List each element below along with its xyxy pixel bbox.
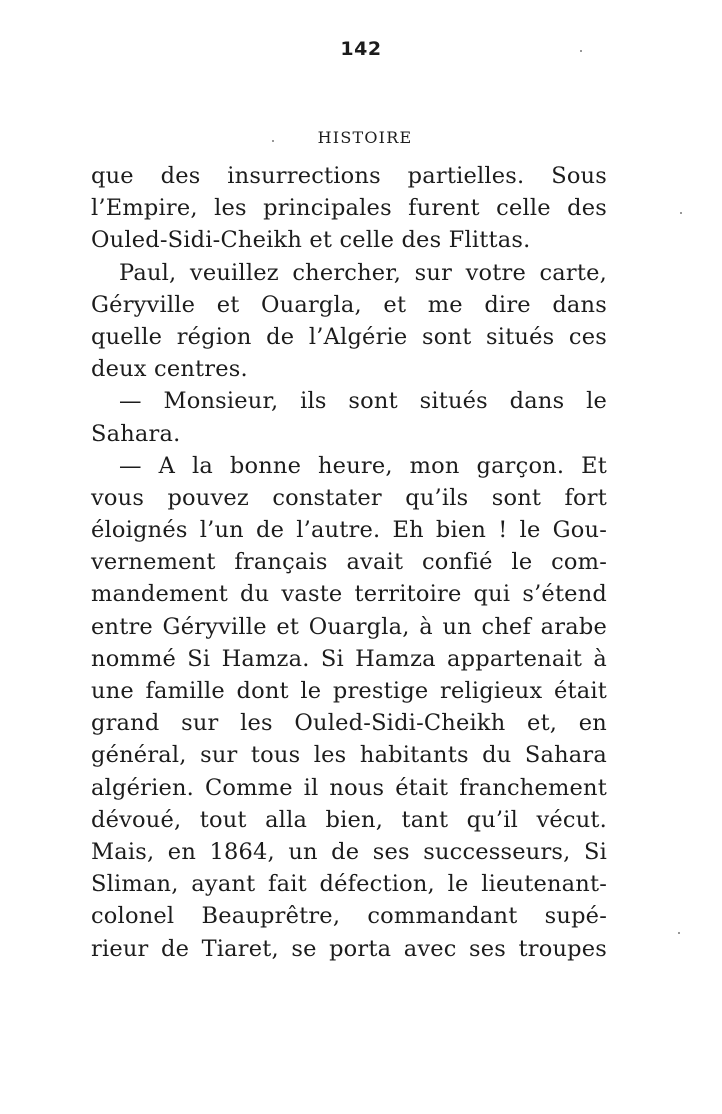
- text-line: dévoué, tout alla bien, tant qu’il vécut.: [91, 806, 607, 833]
- text-line: mandement du vaste territoire qui s’étend: [91, 581, 607, 608]
- text-line: que des insurrections partielles. Sous: [91, 163, 607, 189]
- text-line: Géryville et Ouargla, et me dire dans: [91, 291, 607, 318]
- text-line: une famille dont le prestige religieux était: [91, 678, 607, 704]
- print-speck: [580, 50, 582, 52]
- text-line: entre Géryville et Ouargla, à un chef arabe: [91, 613, 607, 640]
- text-line: Mais, en 1864, un de ses successeurs, Si: [91, 838, 607, 865]
- text-line: colonel Beauprêtre, commandant supé-: [91, 903, 607, 930]
- text-line: vous pouvez constater qu’ils sont fort: [91, 484, 607, 511]
- text-line: nommé Si Hamza. Si Hamza appartenait à: [91, 645, 607, 672]
- text-line: Paul, veuillez chercher, sur votre carte,: [119, 259, 607, 286]
- text-line: algérien. Comme il nous était franchement: [91, 774, 607, 801]
- text-line: Ouled-Sidi-Cheikh et celle des Flittas.: [91, 227, 531, 254]
- page-number: 142: [340, 38, 382, 60]
- print-speck: [680, 212, 682, 214]
- print-speck: [678, 932, 680, 934]
- text-line: — A la bonne heure, mon garçon. Et: [119, 452, 607, 479]
- text-line: l’Empire, les principales furent celle des: [91, 195, 607, 222]
- text-line: Sahara.: [91, 420, 181, 447]
- running-head: HISTOIRE: [317, 128, 413, 147]
- text-line: grand sur les Ouled-Sidi-Cheikh et, en: [91, 710, 607, 737]
- text-line: — Monsieur, ils sont situés dans le: [119, 388, 607, 415]
- print-speck: [272, 140, 274, 142]
- body-text: [91, 160, 607, 965]
- text-line: général, sur tous les habitants du Sahara: [91, 742, 607, 769]
- text-line: éloignés l’un de l’autre. Eh bien ! le Gou-: [91, 517, 607, 544]
- text-line: vernement français avait confié le com-: [91, 549, 607, 576]
- text-line: rieur de Tiaret, se porta avec ses troupes: [91, 935, 607, 962]
- text-line: quelle région de l’Algérie sont situés ces: [91, 323, 607, 350]
- text-line: Sliman, ayant fait défection, le lieutenant-: [91, 871, 607, 898]
- text-line: deux centres.: [91, 356, 248, 383]
